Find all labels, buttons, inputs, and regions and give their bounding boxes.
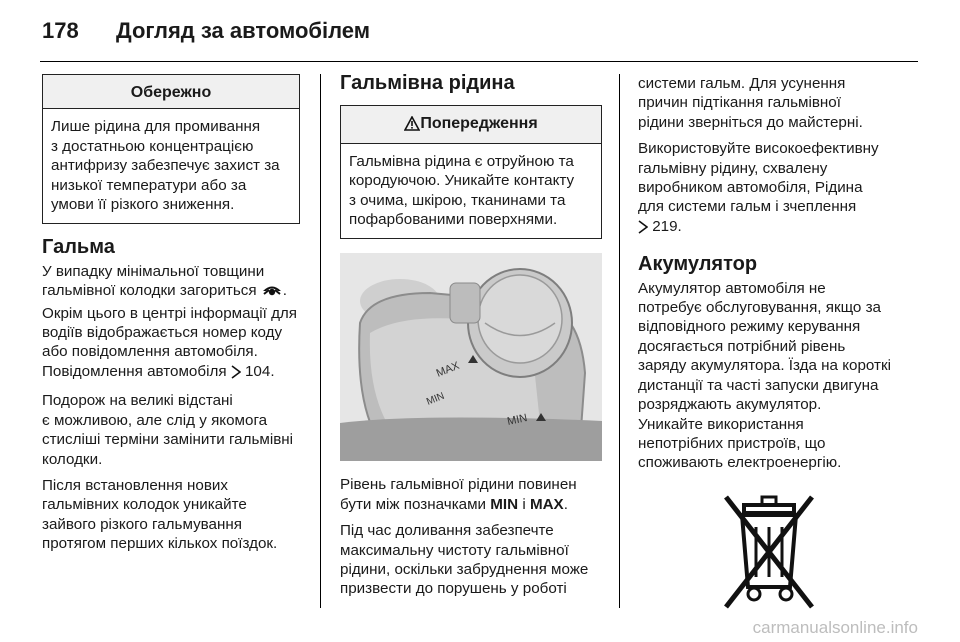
text-line: є можливою, але слід у якомога: [42, 411, 268, 429]
min-label: MIN: [490, 495, 519, 513]
min-mark-label-1: MIN: [425, 391, 447, 409]
text-line: або повідомлення автомобіля.: [42, 343, 258, 361]
text-line: розряджають акумулятор.: [638, 396, 822, 414]
brakes-paragraph-1: [42, 262, 300, 384]
text-line: Рівень гальмівної рідини повинен: [340, 476, 577, 494]
text-line: виробником автомобіля, Рідина: [638, 179, 863, 197]
brake-fluid-paragraph-4: [638, 139, 900, 239]
brakes-heading: Гальма: [42, 236, 115, 259]
text-line: Лише рідина для промивання: [51, 118, 261, 136]
text-line: Використовуйте високоефективну: [638, 140, 879, 158]
warning-triangle-icon: [404, 116, 420, 136]
text-line: рідини, оскільки забруднення може: [340, 561, 589, 579]
brake-fluid-heading: Гальмівна рідина: [340, 72, 515, 94]
column-2: [340, 74, 602, 606]
brake-pad-warning-icon: [261, 282, 283, 303]
text-line: потребує обслуговування, якщо за: [638, 299, 881, 317]
text-line: умови її різкого зниження.: [51, 196, 235, 214]
warning-title: [341, 106, 601, 143]
column-1: [42, 74, 300, 561]
header-rule: [40, 61, 918, 62]
text-line: і: [518, 495, 530, 513]
text-line: причин підтікання гальмівної: [638, 94, 841, 112]
text-line: колодки.: [42, 450, 103, 468]
caution-title: Обережно: [43, 75, 299, 109]
text-line: .: [282, 282, 287, 300]
text-line: пофарбованими поверхнями.: [349, 211, 558, 229]
column-3: [638, 74, 900, 618]
text-line: Уникайте використання: [638, 415, 804, 433]
watermark: carmanualsonline.info: [752, 618, 918, 637]
text-line: максимальну чистоту гальмівної: [340, 541, 569, 559]
brakes-paragraph-3: [42, 476, 300, 554]
text-line: Окрім цього в центрі інформації для: [42, 304, 298, 322]
max-label: MAX: [529, 495, 564, 513]
text-line: гальмівної колодки загориться: [42, 282, 261, 300]
column-divider-1: [320, 74, 321, 608]
text-line: Подорож на великі відстані: [42, 392, 233, 410]
page-header: [42, 18, 370, 44]
text-line: низької температури або за: [51, 176, 247, 194]
text-line: дистанції та часті запуски двигуна: [638, 376, 879, 394]
text-line: Після встановлення нових: [42, 476, 228, 494]
brake-fluid-paragraph-2: [340, 521, 602, 599]
brakes-paragraph-2: [42, 391, 300, 469]
warning-title-text: Попередження: [420, 115, 538, 133]
text-line: гальмівних колодок уникайте: [42, 496, 247, 514]
crossed-out-wheelie-bin-icon: [714, 491, 824, 618]
page-title: Догляд за автомобілем: [116, 18, 371, 43]
reference-arrow-icon[interactable]: [638, 220, 648, 239]
max-mark-label: MAX: [434, 360, 462, 381]
brake-fluid-paragraph-3: [638, 74, 900, 132]
text-line: споживають електроенергію.: [638, 454, 842, 472]
page-reference[interactable]: 219.: [648, 217, 682, 235]
text-line: відповідного режиму керування: [638, 318, 861, 336]
text-line: системи гальм. Для усунення: [638, 75, 846, 92]
page-reference[interactable]: 104.: [240, 362, 275, 380]
caution-box: [42, 74, 300, 224]
text-line: досягається потрібний рівень: [638, 337, 846, 355]
text-line: Гальмівна рідина є отруйною та: [349, 152, 574, 170]
text-line: кородуючою. Уникайте контакту: [349, 172, 575, 190]
text-line: рідини зверніться до майстерні.: [638, 113, 863, 131]
caution-text: [43, 109, 299, 223]
text-line: з достатньою концентрацією: [51, 137, 254, 155]
weee-symbol: [638, 491, 900, 618]
text-line: .: [563, 495, 568, 513]
text-line: непотрібних пристроїв, що: [638, 434, 826, 452]
text-line: заряду акумулятора. Їзда на короткі: [638, 357, 892, 375]
warning-text: [341, 144, 601, 239]
text-line: протягом перших кількох поїздок.: [42, 535, 278, 553]
battery-heading: Акумулятор: [638, 253, 758, 276]
text-line: У випадку мінімальної товщини: [42, 262, 265, 280]
text-line: Під час доливання забезпечте: [340, 522, 554, 540]
brake-fluid-paragraph-1: [340, 475, 602, 514]
text-line: бути між позначками: [340, 495, 491, 513]
page-number: 178: [42, 18, 79, 43]
battery-paragraph: [638, 279, 900, 473]
min-mark-label-2: MIN: [506, 412, 529, 429]
warning-box: [340, 105, 602, 239]
text-line: з очима, шкірою, тканинами та: [349, 191, 566, 209]
text-line: Акумулятор автомобіля не: [638, 279, 826, 297]
text-line: для системи гальм і зчеплення: [638, 198, 857, 216]
text-line: водіїв відображається номер коду: [42, 324, 283, 342]
text-line: стисліші терміни замінити гальмівні: [42, 431, 294, 449]
text-line: гальмівну рідину, схвалену: [638, 159, 828, 177]
text-line: зайвого різкого гальмування: [42, 515, 243, 533]
column-divider-2: [619, 74, 620, 608]
text-line: призвести до порушень у роботі: [340, 580, 567, 598]
reference-arrow-icon[interactable]: [231, 365, 241, 384]
text-line: антифризу забезпечує захист за: [51, 157, 280, 175]
text-line: Повідомлення автомобіля: [42, 362, 231, 380]
brake-fluid-reservoir-figure: [340, 253, 602, 461]
